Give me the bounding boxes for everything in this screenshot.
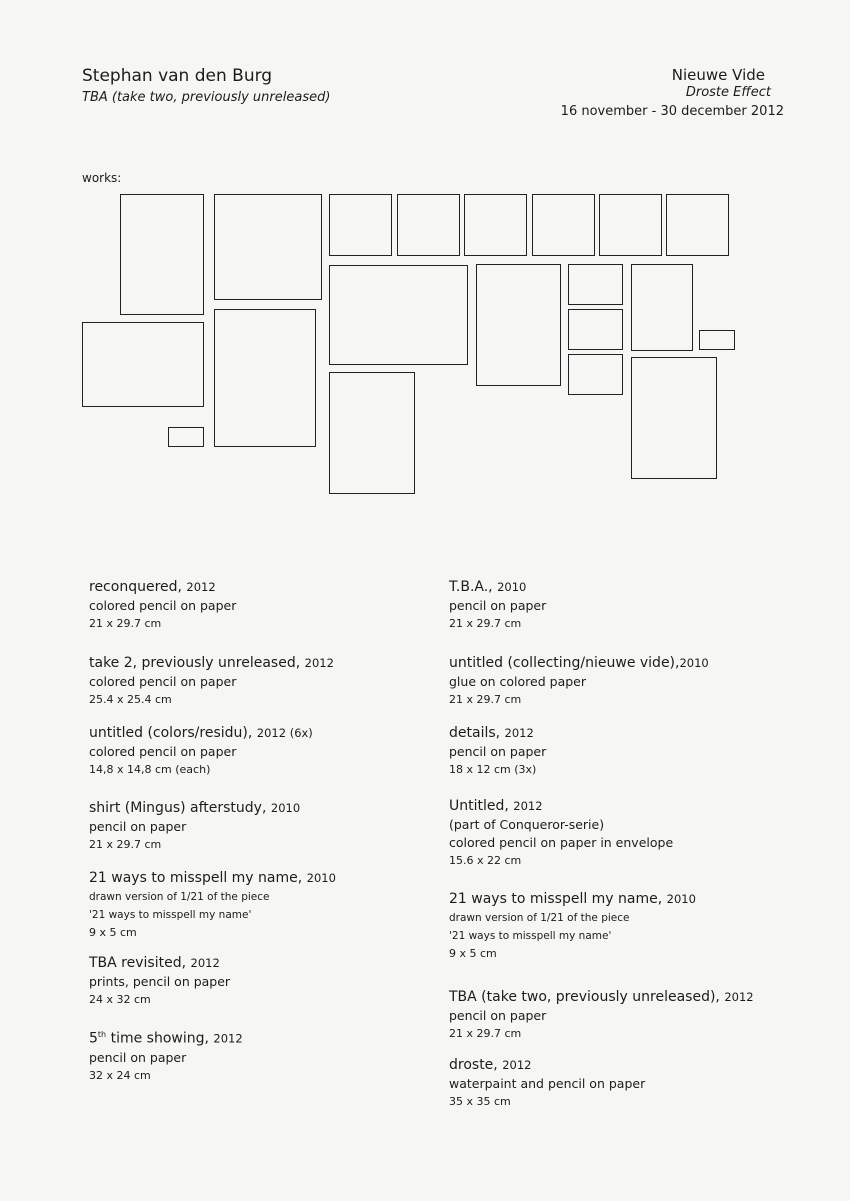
frame: [329, 372, 415, 494]
work-entry: [89, 578, 469, 633]
work-title: untitled (collecting/nieuwe vide),: [449, 655, 680, 671]
frame: [568, 309, 623, 350]
works-label: works:: [82, 171, 122, 185]
work-medium: prints, pencil on paper: [89, 974, 231, 989]
work-size: 21 x 29.7 cm: [89, 838, 162, 851]
work-title: droste,: [449, 1057, 498, 1073]
work-year: 2012 (6x): [256, 726, 313, 740]
frame: [329, 194, 392, 256]
work-title: 21 ways to misspell my name,: [449, 891, 663, 907]
work-entry: [89, 799, 469, 854]
work-title: untitled (colors/residu),: [89, 725, 253, 741]
work-note: '21 ways to misspell my name': [449, 930, 612, 942]
work-title: shirt (Mingus) afterstudy,: [89, 800, 267, 816]
work-year: 2012: [724, 990, 754, 1004]
frame: [568, 354, 623, 395]
work-size: 14,8 x 14,8 cm (each): [89, 763, 211, 776]
work-year: 2012: [213, 1031, 243, 1046]
work-entry: [89, 869, 469, 942]
work-medium: colored pencil on paper: [89, 598, 237, 613]
work-entry: [449, 890, 829, 963]
work-note: drawn version of 1/21 of the piece: [89, 891, 270, 903]
work-year: 2012: [513, 799, 543, 813]
work-year: 2012: [304, 656, 334, 670]
work-medium: colored pencil on paper in envelope: [449, 835, 674, 850]
work-title: T.B.A.,: [449, 579, 493, 595]
frame: [120, 194, 204, 315]
frame: [476, 264, 561, 386]
work-entry: [89, 654, 469, 709]
work-size: 9 x 5 cm: [449, 947, 497, 960]
work-size: 25.4 x 25.4 cm: [89, 693, 172, 706]
work-note: '21 ways to misspell my name': [89, 909, 252, 921]
work-entry: [449, 1056, 829, 1111]
work-medium: pencil on paper: [449, 744, 547, 759]
frame: [214, 194, 322, 300]
work-size: 21 x 29.7 cm: [449, 1027, 522, 1040]
work-entry: [89, 1025, 469, 1085]
exhibition-subtitle: TBA (take two, previously unreleased): [82, 90, 331, 105]
frame: [699, 330, 735, 350]
work-note: drawn version of 1/21 of the piece: [449, 912, 630, 924]
frame: [568, 264, 623, 305]
work-medium: pencil on paper: [449, 1008, 547, 1023]
work-medium: pencil on paper: [89, 1049, 187, 1065]
work-year: 2010: [497, 580, 527, 594]
work-year: 2012: [190, 956, 220, 970]
work-size: 35 x 35 cm: [449, 1095, 511, 1108]
frame: [631, 357, 717, 479]
work-year: 2010: [666, 892, 696, 906]
work-size: 21 x 29.7 cm: [449, 693, 522, 706]
frame: [631, 264, 693, 351]
work-entry: [89, 954, 469, 1009]
work-title: TBA (take two, previously unreleased),: [449, 989, 720, 1005]
work-entry: [449, 988, 829, 1043]
frame: [599, 194, 662, 256]
work-size: 24 x 32 cm: [89, 993, 151, 1006]
work-size: 21 x 29.7 cm: [89, 617, 162, 630]
work-medium: colored pencil on paper: [89, 744, 237, 759]
work-entry: [89, 724, 469, 779]
program-name: Droste Effect: [685, 85, 771, 100]
frame: [666, 194, 729, 256]
work-size: 32 x 24 cm: [89, 1068, 151, 1082]
work-year: 2012: [502, 1058, 532, 1072]
frame: [397, 194, 460, 256]
artist-name: Stephan van den Burg: [82, 66, 273, 86]
work-year: 2010: [270, 801, 301, 815]
frame: [464, 194, 527, 256]
work-year: 2010: [306, 871, 336, 885]
frame: [82, 322, 204, 407]
work-title: time showing,: [106, 1030, 209, 1047]
work-medium: pencil on paper: [89, 819, 187, 834]
work-medium: waterpaint and pencil on paper: [449, 1076, 646, 1091]
frame: [532, 194, 595, 256]
work-size: 21 x 29.7 cm: [449, 617, 522, 630]
work-year: 2012: [186, 580, 216, 594]
work-entry: [449, 797, 829, 870]
work-title-number: 5: [89, 1030, 98, 1047]
work-title: Untitled,: [449, 798, 509, 814]
work-year: 2012: [504, 726, 534, 740]
work-year: 2010: [679, 656, 709, 670]
work-title: 21 ways to misspell my name,: [89, 870, 303, 886]
work-medium: colored pencil on paper: [89, 674, 237, 689]
work-note: (part of Conqueror-serie): [449, 817, 605, 832]
work-medium: glue on colored paper: [449, 674, 586, 689]
frame: [214, 309, 316, 447]
work-title: TBA revisited,: [89, 955, 187, 971]
work-title-superscript: th: [97, 1030, 107, 1039]
work-medium: pencil on paper: [449, 598, 547, 613]
work-title: reconquered,: [89, 579, 182, 595]
work-size: 18 x 12 cm (3x): [449, 763, 537, 776]
work-title: take 2, previously unreleased,: [89, 655, 301, 671]
work-title: details,: [449, 725, 501, 741]
venue-name: Nieuwe Vide: [671, 66, 765, 84]
work-entry: [449, 578, 829, 633]
frame: [168, 427, 204, 447]
work-size: 15.6 x 22 cm: [449, 854, 522, 867]
work-size: 9 x 5 cm: [89, 926, 137, 939]
frame: [329, 265, 468, 365]
work-entry: [449, 654, 829, 709]
work-entry: [449, 724, 829, 779]
exhibition-dates: 16 november - 30 december 2012: [560, 104, 784, 119]
